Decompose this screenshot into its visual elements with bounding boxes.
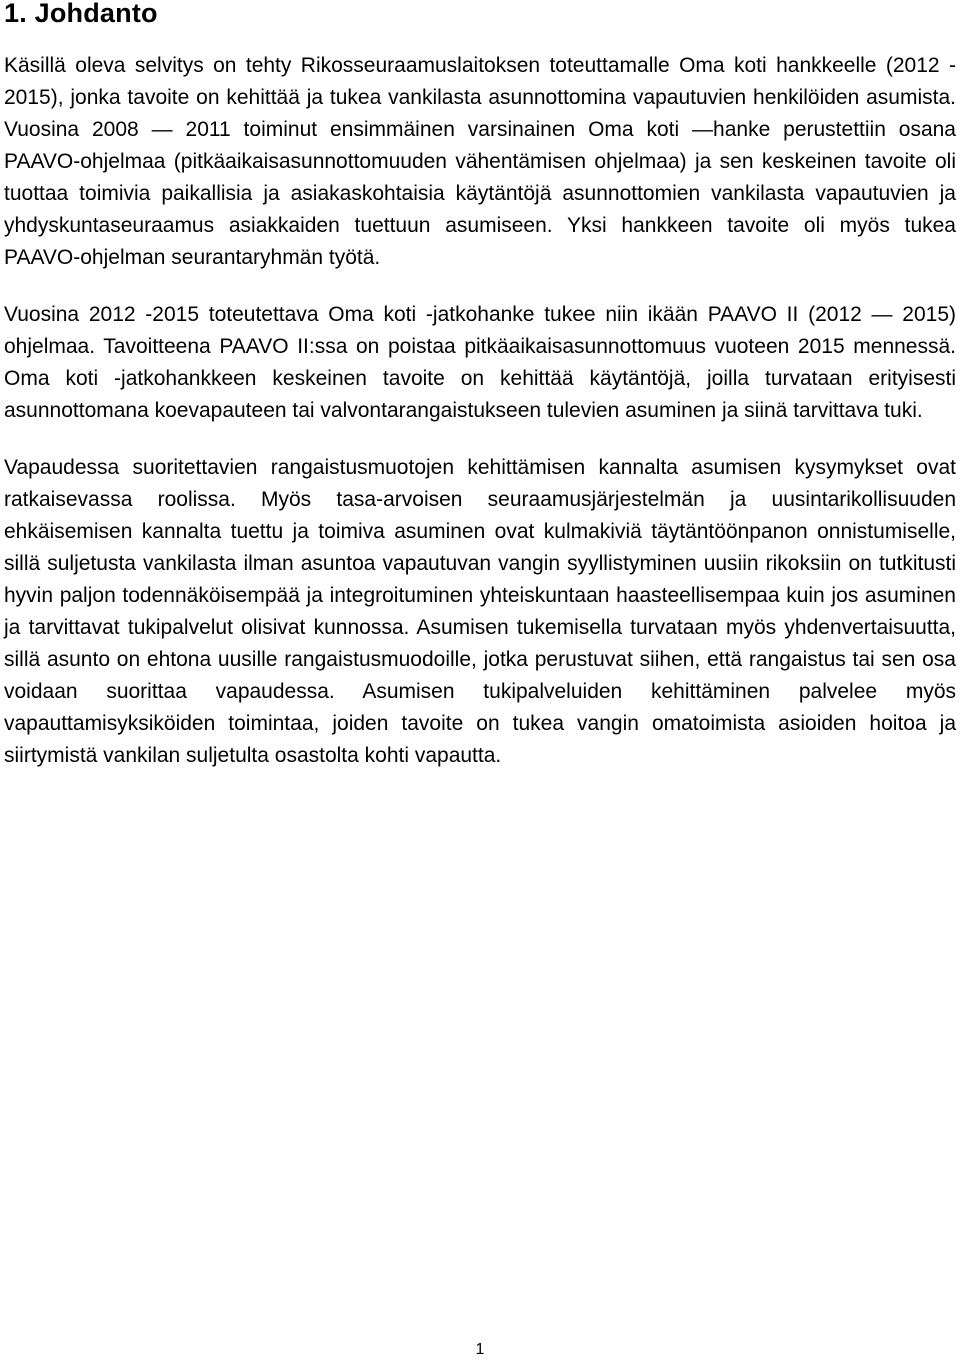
paragraph-housing-importance: Vapaudessa suoritettavien rangaistusmuotojen kehittämisen kannalta asumisen kysymykset ovat ratkaisevassa roolissa. Myös tasa-arvoisen seuraamusjärjestelmän ja uusintarikollisuuden ehkäisemisen kannalta tuettu ja toimiva asuminen ovat kulmakiviä täytäntöönpanon onnistumiselle, sillä suljetusta vankilasta ilman asuntoa vapautuvan vangin syyllistyminen uusiin rikoksiin on tutkitusti hyvin paljon todennäköisempää ja integroituminen yhteiskuntaan haasteellisempaa kuin jos asuminen ja tarvittavat tukipalvelut olisivat kunnossa. Asumisen tukemisella turvataan myös yhdenvertaisuutta, sillä asunto on ehtona uusille rangaistusmuodoille, jotka perustuvat siihen, että rangaistus tai sen osa voidaan suorittaa vapaudessa. Asumisen tukipalveluiden kehittäminen palvelee myös vapauttamisyksiköiden toimintaa, joiden tavoite on tukea vangin omatoimista asioiden hoitoa ja siirtymistä vankilan suljetulta osastolta kohti vapautta. [4, 456, 956, 767]
body-text [4, 50, 956, 797]
section-heading: 1. Johdanto [4, 0, 158, 28]
page-number: 1 [475, 1341, 485, 1358]
paragraph-continuation-project: Vuosina 2012 -2015 toteutettava Oma koti -jatkohanke tukee niin ikään PAAVO II (2012 ― 2015) ohjelmaa. Tavoitteena PAAVO II:ssa on poistaa pitkäaikaisasunnottomuus vuoteen 2015 mennessä. Oma koti -jatkohankkeen keskeinen tavoite on kehittää käytäntöjä, joilla turvataan erityisesti asunnottomana koevapauteen tai valvontarangaistukseen tulevien asuminen ja siinä tarvittava tuki. [4, 303, 956, 422]
paragraph-intro: Käsillä oleva selvitys on tehty Rikosseuraamuslaitoksen toteuttamalle Oma koti hankkeelle (2012 - 2015), jonka tavoite on kehittää ja tukea vankilasta asunnottomina vapautuvien henkilöiden asumista. Vuosina 2008 ― 2011 toiminut ensimmäinen varsinainen Oma koti ―hanke perustettiin osana PAAVO-ohjelmaa (pitkäaikaisasunnottomuuden vähentämisen ohjelmaa) ja sen keskeinen tavoite oli tuottaa toimivia paikallisia ja asiakaskohtaisia käytäntöjä asunnottomien vankilasta vapautuvien ja yhdyskuntaseuraamus asiakkaiden tuettuun asumiseen. Yksi hankkeen tavoite oli myös tukea PAAVO-ohjelman seurantaryhmän työtä. [4, 54, 956, 269]
document-page [4, 0, 956, 1360]
